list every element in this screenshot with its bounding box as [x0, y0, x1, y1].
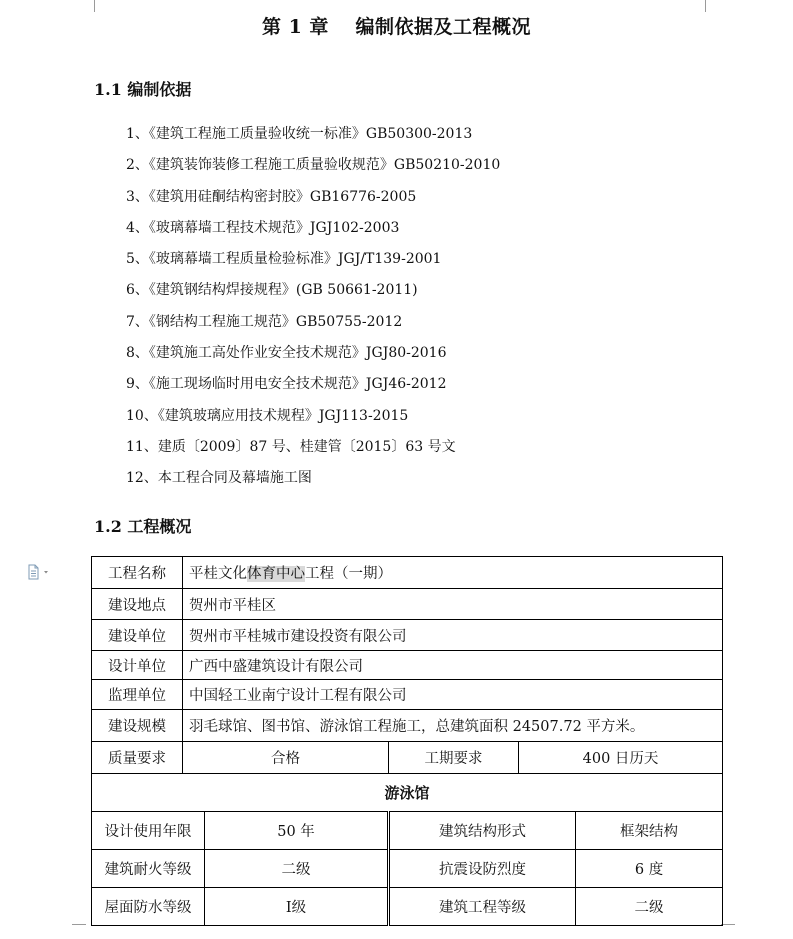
- table-row: [92, 589, 723, 620]
- cell-label: 建设规模: [92, 710, 183, 742]
- chapter-title: 第 1 章 编制依据及工程概况: [261, 16, 532, 38]
- page-corner-mark: [72, 924, 86, 939]
- cell-label: 屋面防水等级: [92, 888, 205, 926]
- cell-value: 二级: [205, 850, 389, 888]
- cell-value: 400 日历天: [519, 742, 723, 774]
- cell-value: 广西中盛建筑设计有限公司: [183, 651, 723, 680]
- list-item: 5、《玻璃幕墙工程质量检验标准》JGJ/T139-2001: [126, 251, 442, 268]
- cell-label: 建设地点: [92, 589, 183, 620]
- list-item: 3、《建筑用硅酮结构密封胶》GB16776-2005: [126, 188, 417, 205]
- list-item: 6、《建筑钢结构焊接规程》(GB 50661-2011): [126, 282, 418, 299]
- page-corner-mark: [721, 924, 735, 939]
- table-row: [92, 888, 723, 926]
- page-corner-mark: [705, 0, 720, 12]
- project-overview-table: [91, 556, 723, 926]
- paste-options-icon[interactable]: [27, 564, 53, 580]
- list-item: 1、《建筑工程施工质量验收统一标准》GB50300-2013: [126, 126, 473, 142]
- cell-value: 贺州市平桂城市建设投资有限公司: [183, 620, 723, 651]
- cell-label: 设计单位: [92, 651, 183, 680]
- cell-label: 监理单位: [92, 680, 183, 710]
- list-item: 2、《建筑装饰装修工程施工质量验收规范》GB50210-2010: [126, 157, 501, 174]
- cell-label: 设计使用年限: [92, 812, 205, 850]
- table-row: [92, 850, 723, 888]
- list-item: 11、建质〔2009〕87 号、桂建管〔2015〕63 号文: [126, 438, 456, 455]
- list-item: 8、《建筑施工高处作业安全技术规范》JGJ80-2016: [126, 345, 447, 362]
- cell-value: 50 年: [205, 812, 389, 850]
- table-row: [92, 651, 723, 680]
- cell-label: 建筑工程等级: [389, 888, 576, 926]
- cell-label: 质量要求: [92, 742, 183, 774]
- cell-label: 建筑结构形式: [389, 812, 576, 850]
- table-row: [92, 557, 723, 589]
- page-corner-mark: [80, 0, 95, 12]
- cell-label: 工期要求: [389, 742, 519, 774]
- table-row: [92, 680, 723, 710]
- cell-label: 建筑耐火等级: [92, 850, 205, 888]
- highlighted-text: 体育中心: [247, 566, 305, 582]
- table-row: [92, 774, 723, 812]
- cell-value: 贺州市平桂区: [183, 589, 723, 620]
- table-row: [92, 812, 723, 850]
- cell-label: 抗震设防烈度: [389, 850, 576, 888]
- table-row: [92, 742, 723, 774]
- reference-list: [126, 122, 500, 498]
- list-item: 4、《玻璃幕墙工程技术规范》JGJ102-2003: [126, 219, 400, 236]
- cell-value: Ⅰ级: [205, 888, 389, 926]
- section-title-overview: 1.2 工程概况: [94, 517, 192, 536]
- table-row: [92, 620, 723, 651]
- section-title-basis: 1.1 编制依据: [94, 80, 192, 99]
- list-item: 9、《施工现场临时用电安全技术规范》JGJ46-2012: [126, 376, 447, 393]
- cell-value: 羽毛球馆、图书馆、游泳馆工程施工，总建筑面积 24507.72 平方米。: [183, 710, 723, 742]
- cell-value: 合格: [183, 742, 389, 774]
- cell-value: 二级: [576, 888, 723, 926]
- list-item: 7、《钢结构工程施工规范》GB50755-2012: [126, 313, 403, 330]
- cell-value: 中国轻工业南宁设计工程有限公司: [183, 680, 723, 710]
- list-item: 12、本工程合同及幕墙施工图: [126, 470, 312, 487]
- cell-value: 框架结构: [576, 812, 723, 850]
- cell-label: 建设单位: [92, 620, 183, 651]
- table-row: [92, 710, 723, 742]
- cell-label: 工程名称: [92, 557, 183, 589]
- list-item: 10、《建筑玻璃应用技术规程》JGJ113-2015: [126, 407, 409, 424]
- cell-value: 6 度: [576, 850, 723, 888]
- section-band: 游泳馆: [92, 774, 723, 812]
- cell-project-name: 平桂文化体育中心工程（一期）: [183, 557, 723, 589]
